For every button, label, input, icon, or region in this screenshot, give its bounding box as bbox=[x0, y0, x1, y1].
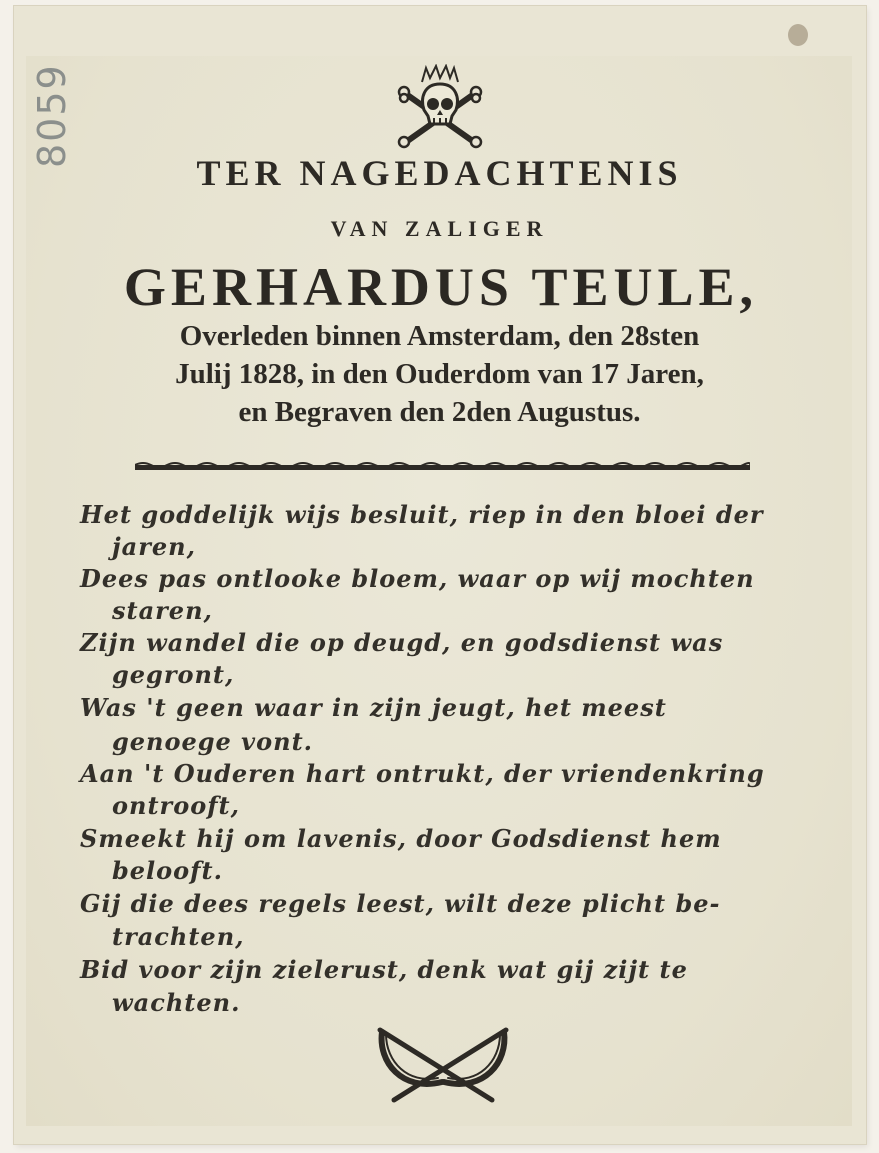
poem-line: Smeekt hij om lavenis, door Godsdienst hem bbox=[80, 824, 722, 853]
death-details-line-2: Julij 1828, in den Ouderdom van 17 Jaren, bbox=[175, 358, 704, 390]
poem-line: Zijn wandel die op deugd, en godsdienst was bbox=[80, 628, 724, 657]
death-details-line-3: en Begraven den 2den Augustus. bbox=[238, 396, 641, 428]
poem-line: gegront, bbox=[112, 660, 235, 689]
poem-line: Was 't geen waar in zijn jeugt, het meest bbox=[80, 693, 667, 722]
poem-line: jaren, bbox=[112, 532, 196, 561]
poem-line: wachten. bbox=[112, 988, 241, 1017]
heading-subtitle: VAN ZALIGER bbox=[330, 216, 549, 241]
deceased-name: GERHARDUS TEULE, bbox=[123, 257, 759, 317]
poem-line: Dees pas ontlooke bloem, waar op wij mochten bbox=[80, 564, 755, 593]
poem-line: genoege vont. bbox=[112, 727, 314, 756]
poem-line: Het goddelijk wijs besluit, riep in den bloei der bbox=[80, 500, 764, 529]
inventory-number: 8059 bbox=[30, 63, 74, 168]
poem-line: Aan 't Ouderen hart ontrukt, der vriendenkring bbox=[80, 759, 765, 788]
poem-line: staren, bbox=[112, 596, 213, 625]
poem-line: Bid voor zijn zielerust, denk wat gij zijt te bbox=[80, 955, 688, 984]
poem-line: belooft. bbox=[112, 856, 223, 885]
crossed-scythes-icon bbox=[372, 1022, 514, 1108]
death-details-line-1: Overleden binnen Amsterdam, den 28sten bbox=[179, 320, 700, 352]
poem-line: trachten, bbox=[112, 922, 245, 951]
poem-line: Gij die dees regels leest, wilt deze plicht be- bbox=[80, 889, 721, 918]
paper-stain bbox=[788, 24, 808, 46]
heading-title: TER NAGEDACHTENIS bbox=[196, 153, 683, 193]
ornamental-divider bbox=[135, 460, 750, 474]
skull-crossbones-icon bbox=[396, 64, 484, 150]
poem-line: ontrooft, bbox=[112, 791, 240, 820]
